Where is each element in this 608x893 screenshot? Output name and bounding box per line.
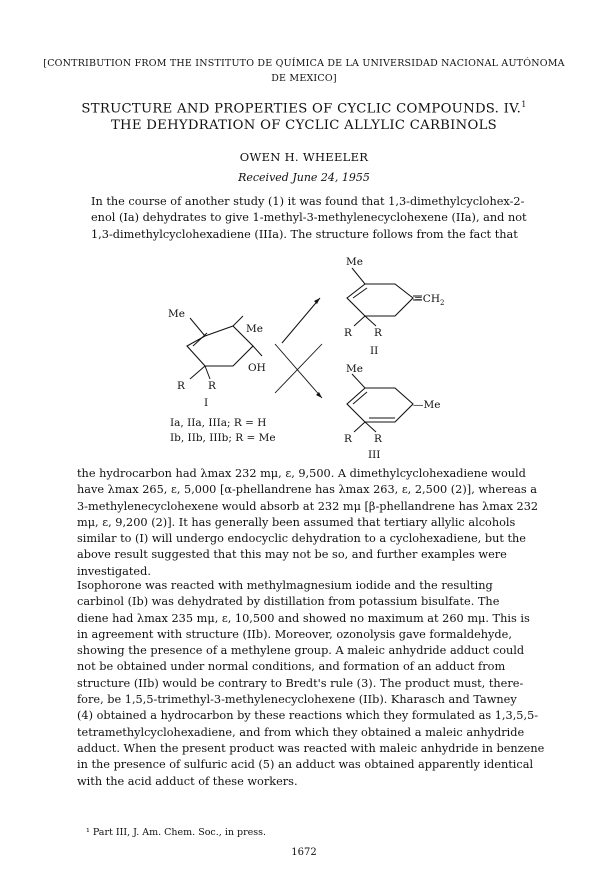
text-line: 1,3-dimethylcyclohexadiene (IIIa). The structure follows from the fact that [91,227,518,241]
contribution-line-1: [CONTRIBUTION FROM THE INSTITUTO DE QUÍMICA DE LA UNIVERSIDAD NACIONAL AUTÓNOMA [43,58,565,69]
text-line: above result suggested that this may not be so, and further examples were [77,548,507,562]
page-number: 1672 [291,847,317,858]
received-date: Received June 24, 1955 [238,171,370,184]
legend-a: Ia, IIa, IIIa; R = H [170,417,267,429]
structure-III [344,363,440,461]
text-line: have λmax 265, ε, 5,000 [α-phellandrene has λmax 263, ε, 2,500 (2)], whereas a [77,483,537,497]
label-me-II: Me [346,256,363,268]
label-r-I-1: R [177,380,185,392]
label-me-III: Me [346,363,363,375]
label-r-III-2: R [374,433,382,445]
text-line: carbinol (Ib) was dehydrated by distillation from potassium bisulfate. The [77,595,500,609]
structure-II [344,256,444,357]
text-line: investigated. [77,564,151,578]
title-footnote-marker: 1 [521,100,527,109]
label-me-I-right: Me [246,323,263,335]
label-r-II-1: R [344,327,352,339]
text-line: in the presence of sulfuric acid (5) an adduct was obtained apparently identical [77,758,534,772]
text-line: fore, be 1,5,5-trimethyl-3-methylenecyclohexene (IIb). Kharasch and Tawney [77,693,517,707]
label-oh-I: OH [248,362,266,374]
label-r-III-1: R [344,433,352,445]
title-line-2: THE DEHYDRATION OF CYCLIC ALLYLIC CARBINOLS [110,118,498,134]
label-roman-II: II [370,345,379,357]
contribution-header [40,56,568,86]
text-line: Isophorone was reacted with methylmagnesium iodide and the resulting [77,579,493,592]
text-line: mμ, ε, 9,200 (2)]. It has generally been assumed that tertiary allylic alcohols [77,515,516,529]
label-r-I-2: R [208,380,216,392]
label-ch2-II: $=CH_2$ [414,293,445,307]
text-line: showing the presence of a methylene group. A maleic anhydride adduct could [77,644,525,658]
text-line: adduct. When the present product was reacted with maleic anhydride in benzene [77,741,545,755]
text-line: structure (IIb) would be contrary to Bredt's rule (3). The product must, there- [77,676,524,690]
structure-I [168,308,266,409]
footnote: ¹ Part III, J. Am. Chem. Soc., in press. [86,827,267,838]
label-roman-I: I [204,397,209,409]
text-line: In the course of another study (1) it was found that 1,3-dimethylcyclohex-2- [91,195,525,208]
label-r-II-2: R [374,327,382,339]
paragraph-absorption [77,466,541,580]
legend-b: Ib, IIb, IIIb; R = Me [170,432,276,444]
text-line: tetramethylcyclohexadiene, and from which they obtained a maleic anhydride [77,725,525,739]
text-line: 3-methylenecyclohexene would absorb at 232 mμ [β-phellandrene has λmax 232 [77,499,539,513]
reaction-arrows [275,298,322,398]
label-roman-III: III [368,449,381,461]
text-line: similar to (I) will undergo endocyclic dehydration to a cyclohexadiene, but the [77,532,526,546]
reaction-scheme-diagram [150,246,490,466]
title-line-1: STRUCTURE AND PROPERTIES OF CYCLIC COMPOUNDS. IV. [81,101,522,117]
label-me-III-right: —Me [413,399,441,411]
text-line: enol (Ia) dehydrates to give 1-methyl-3-methylenecyclohexene (IIa), and not [91,211,527,225]
text-line: in agreement with structure (IIb). Moreover, ozonolysis gave formaldehyde, [77,627,512,641]
label-me-I-left: Me [168,308,185,320]
text-line: not be obtained under normal conditions, and formation of an adduct from [77,660,506,674]
text-line: the hydrocarbon had λmax 232 mμ, ε, 9,500. A dimethylcyclohexadiene would [77,467,526,480]
contribution-line-2: DE MEXICO] [271,73,337,84]
text-line: diene had λmax 235 mμ, ε, 10,500 and showed no maximum at 260 mμ. This is [77,611,530,625]
paragraph-isophorone [77,578,545,790]
text-line: with the acid adduct of these workers. [77,774,298,788]
text-line: (4) obtained a hydrocarbon by these reactions which they formulated as 1,3,5,5- [77,709,539,723]
article-title [30,96,578,134]
paragraph-intro [77,194,541,243]
author-name: OWEN H. WHEELER [239,150,369,164]
